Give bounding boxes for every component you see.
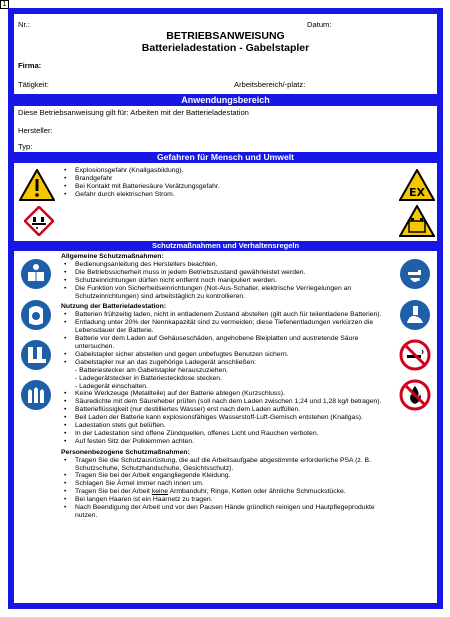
allgemein-heading: Allgemeine Schutzmaßnahmen: (61, 253, 164, 260)
jewelry-pre: Tragen Sie bei der Arbeit (75, 488, 152, 496)
nutzung-item: • Beil Laden der Batterie kann explosionsfähiges Wasserstoff-Luft-Gemisch entstehen (Knallgas). (61, 414, 388, 422)
document-title: BETRIEBSANWEISUNG (166, 30, 285, 42)
explosive-atmosphere-icon (399, 169, 435, 201)
document-frame (8, 8, 443, 609)
read-manual-icon (20, 258, 52, 290)
allgemein-item: • Schutzeinrichtungen dürfen nicht entfernt noch manipuliert werden. (61, 277, 388, 285)
personen-list (61, 457, 388, 520)
typ-label: Typ: (18, 142, 33, 151)
gefahren-item: • Gefahr durch elektrischen Strom. (61, 191, 388, 199)
personen-heading: Personenbezogene Schutzmaßnahmen: (61, 448, 190, 456)
allgemein-item: • Die Betriebssicherheit muss in jedem Betriebszustand gewährleistet werden. (61, 269, 388, 277)
document-subtitle: Batterieladestation - Gabelstapler (141, 42, 310, 54)
nutzung-list (61, 311, 388, 445)
anwendung-line: Diese Betriebsanweisung gilt für: Arbeiten mit der Batterieladestation (18, 108, 249, 117)
nutzung-item: • Auf festen Sitz der Polklemmen achten. (61, 438, 388, 446)
nutzung-item: • Säuredichte mit dem Säureheber prüfen (soll nach dem Laden zwischen 1,24 und 1,28 kg/l betragen). (61, 398, 388, 406)
nutzung-item: • Gabelstapler sicher abstellen und gegen unbefugtes Benutzen sichern. (61, 351, 388, 359)
hand-cream-icon (399, 299, 431, 331)
header-section (14, 14, 437, 105)
no-open-flame-icon (399, 379, 431, 411)
nutzung-item: • Gabelstapler nur an das zugehörige Ladegerät anschließen: - Batteriestecker am Gabelstapler herauszuziehen. - Ladegerätstecker in Batteriesteckdose stecken. - Ladegerät einschalten. (61, 359, 388, 391)
personen-item: • Tragen Sie bei der Arbeit engangliegende Kleidung. (61, 472, 388, 480)
nutzung-item: • Batterieflüssigkeit (nur destilliertes Wasser) erst nach dem Laden auffüllen. (61, 406, 388, 414)
arbeitsbereich-label: Arbeitsbereich/-platz: (234, 80, 306, 89)
gefahren-section (14, 163, 437, 241)
no-smoking-icon (399, 339, 431, 371)
personen-item: • Tragen Sie die Schutzausrüstung, die auf die Arbeitsaufgabe abgestimmte erforderliche PSA (z. B. Schutzschuhe, Schutzhandschuhe, Gesichtsschutz). (61, 457, 388, 473)
gefahren-list-wrap (61, 167, 388, 199)
corrosive-icon (24, 206, 54, 236)
nutzung-heading: Nutzung der Batterieladestation: (61, 303, 166, 311)
gefahren-list (61, 167, 388, 199)
nutzung-item: • Batterie vor dem Laden auf Gehäuseschäden, angehobene Bleiplatten und austretende Säure untersuchen. (61, 335, 388, 351)
nutzung-item: • In der Ladestation sind offene Zündquellen, offenes Licht und Rauchen verboten. (61, 430, 388, 438)
nutzung-item: • Entladung unter 20% der Nennkapazität sind zu vermeiden; diese Tiefenentladungen verkürzen die Lebensdauer der Batterie. (61, 319, 388, 335)
safety-boots-icon (20, 339, 52, 371)
gefahren-item: • Brandgefahr (61, 175, 388, 183)
gefahren-item: • Bei Kontakt mit Batteriesäure Verätzungsgefahr. (61, 183, 388, 191)
ex-label: EX (409, 186, 425, 199)
allgemein-item: • Bedienungsanleitung des Herstellers beachten. (61, 261, 388, 269)
personen-item: • Nach Beendigung der Arbeit und vor den Pausen Hände gründlich reinigen und Hautpflegeprodukte nutzen. (61, 504, 388, 520)
schutz-text-wrap (61, 253, 388, 520)
schutz-section (14, 251, 437, 603)
gloves-icon (20, 379, 52, 411)
personen-item-jewelry (61, 488, 388, 496)
allgemein-list (61, 261, 388, 301)
datum-label: Datum: (307, 20, 332, 29)
allgemein-item: • Die Funktion von Sicherheitseinrichtungen (Not-Aus-Schalter, elektrische Verriegelungen an Schutzeinrichtungen) sind arbeitstäglich zu kontrollieren. (61, 285, 388, 301)
personen-item: • Bei langen Haaren ist ein Haarnetz zu tragen. (61, 496, 388, 504)
general-warning-icon (19, 169, 55, 201)
gefahren-item: • Explosionsgefahr (Knallgasbildung). (61, 167, 388, 175)
nutzung-item: • Ladestation stets gut belüften. (61, 422, 388, 430)
jewelry-keine: keine (151, 488, 169, 496)
face-shield-icon (20, 299, 52, 331)
hersteller-label: Hersteller: (18, 126, 53, 135)
gefahren-heading: Gefahren für Mensch und Umwelt (14, 152, 437, 163)
anwendung-heading: Anwendungsbereich (14, 94, 437, 106)
page-number: 1 (0, 0, 9, 9)
schutz-heading: Schutzmaßnahmen und Verhaltensregeln (14, 241, 437, 251)
anwendung-section (14, 106, 437, 151)
taetigkeit-label: Tätigkeit: (18, 80, 49, 89)
nutzung-item: • Batterien frühzeitig laden, nicht in entladenem Zustand abstellen (gilt auch für teilentladene Batterien). (61, 311, 388, 319)
battery-warning-icon (399, 205, 435, 237)
firma-label: Firma: (18, 61, 42, 70)
jewelry-post: Armbanduhr, Ringe, Ketten oder ähnliche Schmuckstücke. (168, 488, 346, 496)
document-body (14, 14, 437, 603)
personen-item: • Schlagen Sie Ärmel immer nach innen um. (61, 480, 388, 488)
nr-label: Nr.: (18, 20, 30, 29)
wash-hands-icon (399, 258, 431, 290)
nutzung-item: • Keine Werkzeuge (Metallteile) auf der Batterie ablegen (Kurzschluss). (61, 390, 388, 398)
